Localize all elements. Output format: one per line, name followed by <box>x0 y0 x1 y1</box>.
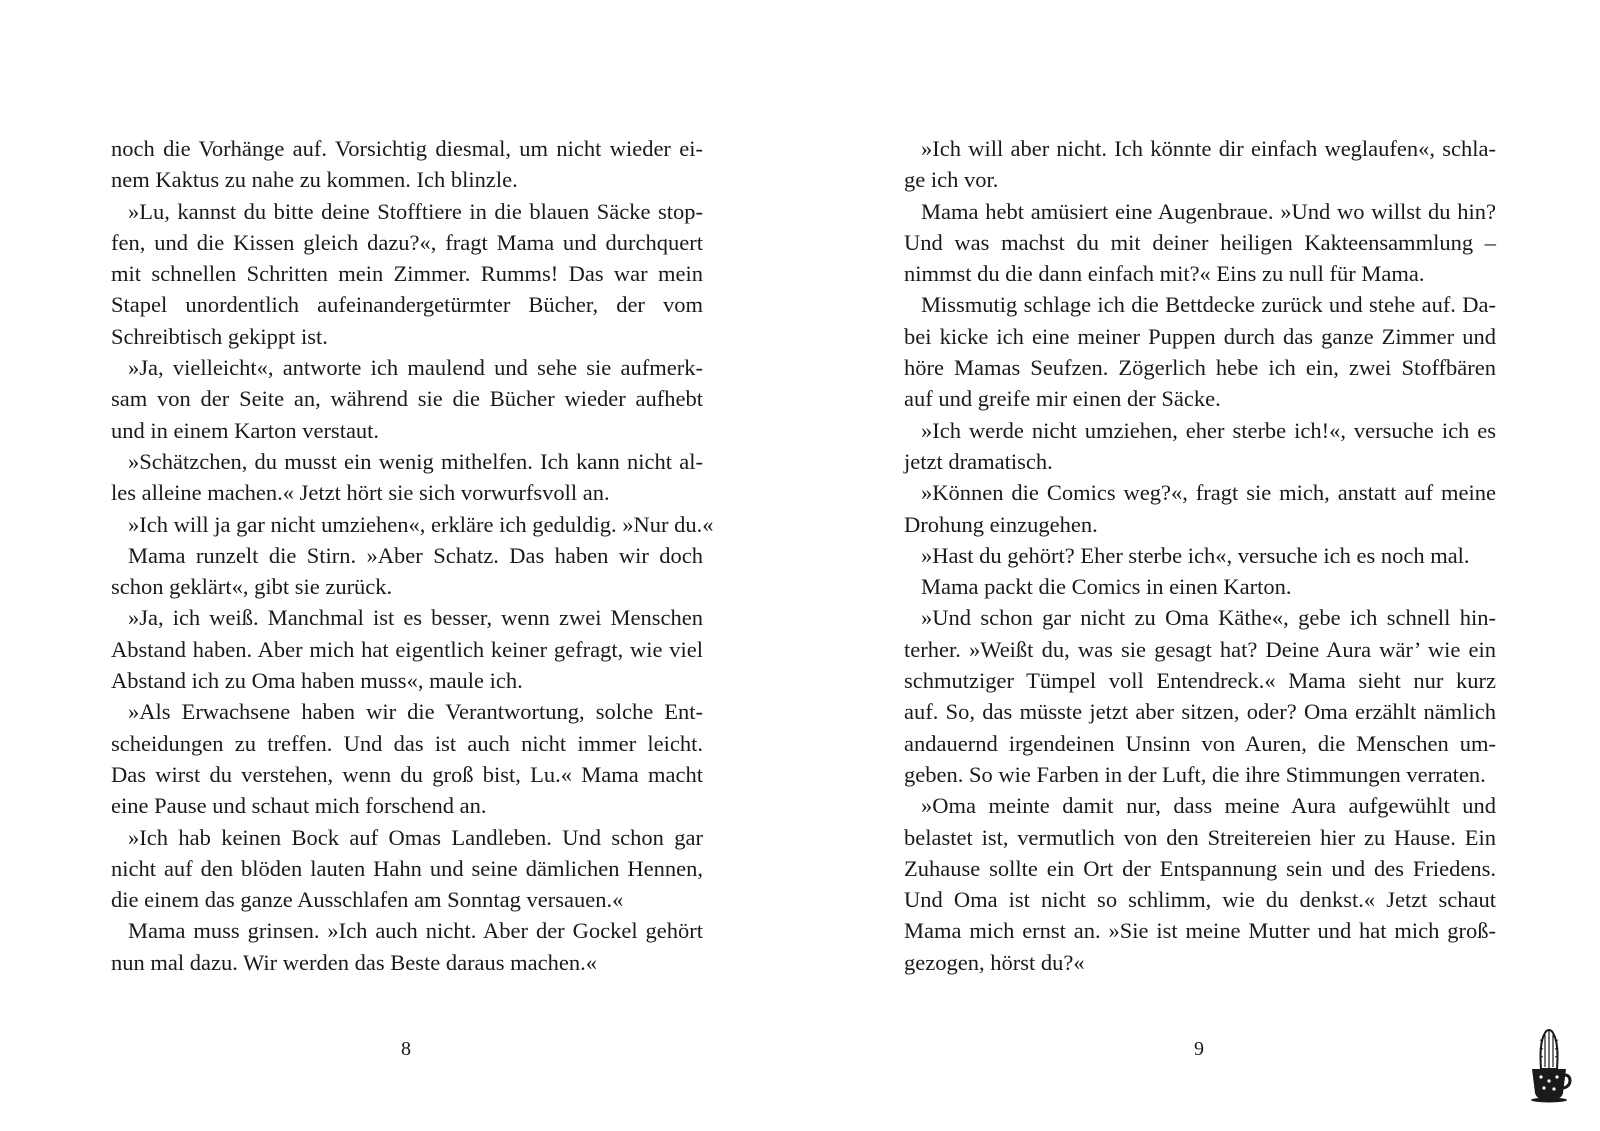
left-line-14: Mama runzelt die Stirn. »Aber Schatz. Das haben wir doch <box>128 542 703 568</box>
left-line-19: »Als Erwachsene haben wir die Verantwortung, solche Ent- <box>128 699 703 725</box>
right-line-15: Mama packt die Comics in einen Karton. <box>921 574 1292 600</box>
right-line-18: schmutziger Tümpel voll Entendreck.« Mama sieht nur kurz <box>904 668 1496 694</box>
right-line-25: Und Oma ist nicht so schlimm, wie du denkst.« Jetzt schaut <box>904 887 1496 913</box>
left-line-8: »Ja, vielleicht«, antworte ich maulend und sehe sie aufmerk- <box>128 355 703 381</box>
right-line-19: auf. So, das müsste jetzt aber sitzen, oder? Oma erzählt nämlich <box>904 699 1496 725</box>
left-line-12: les alleine machen.« Jetzt hört sie sich vorwurfsvoll an. <box>111 480 610 506</box>
left-line-22: eine Pause und schaut mich forschend an. <box>111 793 487 819</box>
left-line-17: Abstand haben. Aber mich hat eigentlich keiner gefragt, wie viel <box>111 636 703 662</box>
left-line-26: Mama muss grinsen. »Ich auch nicht. Aber der Gockel gehört <box>128 918 703 944</box>
left-page-body <box>111 133 714 978</box>
right-line-9: auf und greife mir einen der Säcke. <box>904 386 1221 412</box>
left-line-13: »Ich will ja gar nicht umziehen«, erkläre ich geduldig. »Nur du.« <box>128 511 714 537</box>
right-line-8: höre Mamas Seufzen. Zögerlich hebe ich ein, zwei Stoffbären <box>904 355 1496 381</box>
left-line-16: »Ja, ich weiß. Manchmal ist es besser, wenn zwei Menschen <box>128 605 703 631</box>
right-line-11: jetzt dramatisch. <box>904 448 1053 474</box>
left-line-4: fen, und die Kissen gleich dazu?«, fragt Mama und durchquert <box>111 229 703 255</box>
right-line-24: Zuhause sollte ein Ort der Entspannung sein und des Friedens. <box>904 855 1496 881</box>
left-line-24: nicht auf den blöden lauten Hahn und seine dämlichen Hennen, <box>111 855 703 881</box>
right-line-17: terher. »Weißt du, was sie gesagt hat? Deine Aura wär’ wie ein <box>904 636 1496 662</box>
right-line-3: Mama hebt amüsiert eine Augenbraue. »Und wo willst du hin? <box>921 198 1496 224</box>
right-line-4: Und was machst du mit deiner heiligen Kakteensammlung – <box>904 229 1496 255</box>
left-line-23: »Ich hab keinen Bock auf Omas Landleben. Und schon gar <box>128 824 703 850</box>
right-line-10: »Ich werde nicht umziehen, eher sterbe ich!«, versuche ich es <box>921 417 1496 443</box>
left-line-5: mit schnellen Schritten mein Zimmer. Rumms! Das war mein <box>111 261 703 287</box>
left-line-6: Stapel unordentlich aufeinandergetürmter Bücher, der vom <box>111 292 703 318</box>
left-line-10: und in einem Karton verstaut. <box>111 417 380 443</box>
right-line-2: ge ich vor. <box>904 167 999 193</box>
page-number-left: 8 <box>401 1038 411 1060</box>
left-line-7: Schreibtisch gekippt ist. <box>111 323 328 349</box>
right-line-12: »Können die Comics weg?«, fragt sie mich, anstatt auf meine <box>921 480 1496 506</box>
left-line-20: scheidungen zu treffen. Und das ist auch nicht immer leicht. <box>111 730 703 756</box>
right-line-13: Drohung einzugehen. <box>904 511 1098 537</box>
left-line-9: sam von der Seite an, während sie die Bücher wieder aufhebt <box>111 386 703 412</box>
right-line-14: »Hast du gehört? Eher sterbe ich«, versuche ich es noch mal. <box>921 542 1470 568</box>
right-line-20: andauernd irgendeinen Unsinn von Auren, die Menschen um- <box>904 730 1496 756</box>
left-line-11: »Schätzchen, du musst ein wenig mithelfen. Ich kann nicht al- <box>128 448 703 474</box>
right-line-7: bei kicke ich eine meiner Puppen durch das ganze Zimmer und <box>904 323 1496 349</box>
right-line-26: Mama mich ernst an. »Sie ist meine Mutter und hat mich groß- <box>904 918 1496 944</box>
left-line-27: nun mal dazu. Wir werden das Beste daraus machen.« <box>111 949 598 975</box>
right-page-body <box>904 133 1496 978</box>
right-line-5: nimmst du die dann einfach mit?« Eins zu null für Mama. <box>904 261 1425 287</box>
left-line-3: »Lu, kannst du bitte deine Stofftiere in die blauen Säcke stop- <box>128 198 703 224</box>
right-line-16: »Und schon gar nicht zu Oma Käthe«, gebe ich schnell hin- <box>921 605 1496 631</box>
left-line-1: noch die Vorhänge auf. Vorsichtig diesmal, um nicht wieder ei- <box>111 136 703 161</box>
left-line-2: nem Kaktus zu nahe zu kommen. Ich blinzle. <box>111 167 518 193</box>
right-line-21: geben. So wie Farben in der Luft, die ihre Stimmungen verraten. <box>904 761 1486 787</box>
left-line-21: Das wirst du verstehen, wenn du groß bist, Lu.« Mama macht <box>111 761 703 787</box>
page-number-right: 9 <box>1194 1038 1204 1060</box>
cactus-in-cup-icon <box>1525 1025 1573 1103</box>
right-line-22: »Oma meinte damit nur, dass meine Aura aufgewühlt und <box>921 793 1496 819</box>
left-line-15: schon geklärt«, gibt sie zurück. <box>111 574 393 600</box>
left-line-25: die einem das ganze Ausschlafen am Sonntag versauen.« <box>111 887 624 913</box>
right-line-23: belastet ist, vermutlich von den Streitereien hier zu Hause. Ein <box>904 824 1496 850</box>
right-line-1: »Ich will aber nicht. Ich könnte dir einfach weglaufen«, schla- <box>921 136 1496 161</box>
right-line-6: Missmutig schlage ich die Bettdecke zurück und stehe auf. Da- <box>921 292 1496 318</box>
right-line-27: gezogen, hörst du?« <box>904 949 1085 975</box>
left-line-18: Abstand ich zu Oma haben muss«, maule ich. <box>111 668 523 694</box>
